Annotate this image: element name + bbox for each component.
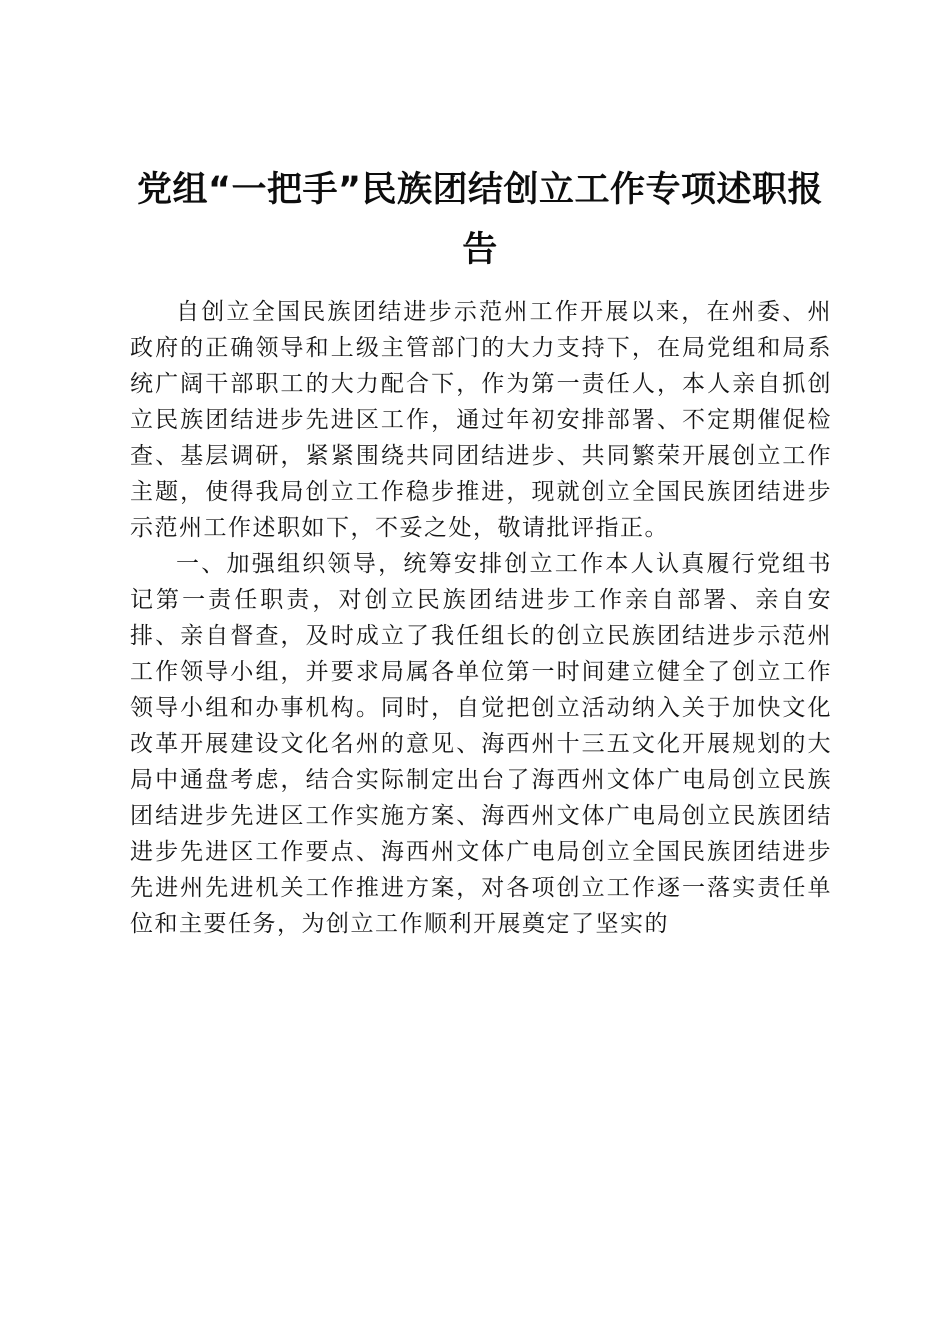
document-body (130, 294, 832, 942)
paragraph-intro: 自创立全国民族团结进步示范州工作开展以来，在州委、州政府的正确领导和上级主管部门的大力支持下，在局党组和局系统广阔干部职工的大力配合下，作为第一责任人，本人亲自抓创立民族团结进步先进区工作，通过年初安排部署、不定期催促检查、基层调研，紧紧围绕共同团结进步、共同繁荣开展创立工作主题，使得我局创立工作稳步推进，现就创立全国民族团结进步示范州工作述职如下，不妥之处，敬请批评指正。 (130, 299, 832, 541)
document-title: 党组“一把手”民族团结创立工作专项述职报告 (136, 170, 823, 270)
paragraph-section-one: 一、加强组织领导，统筹安排创立工作本人认真履行党组书记第一责任职责，对创立民族团结进步工作亲自部署、亲自安排、亲自督查，及时成立了我任组长的创立民族团结进步示范州工作领导小组，并要求局属各单位第一时间建立健全了创立工作领导小组和办事机构。同时，自觉把创立活动纳入关于加快文化改革开展建设文化名州的意见、海西州十三五文化开展规划的大局中通盘考虑，结合实际制定出台了海西州文体广电局创立民族团结进步先进区工作实施方案、海西州文体广电局创立民族团结进步先进区工作要点、海西州文体广电局创立全国民族团结进步先进州先进机关工作推进方案，对各项创立工作逐一落实责任单位和主要任务，为创立工作顺利开展奠定了坚实的 (130, 551, 832, 937)
